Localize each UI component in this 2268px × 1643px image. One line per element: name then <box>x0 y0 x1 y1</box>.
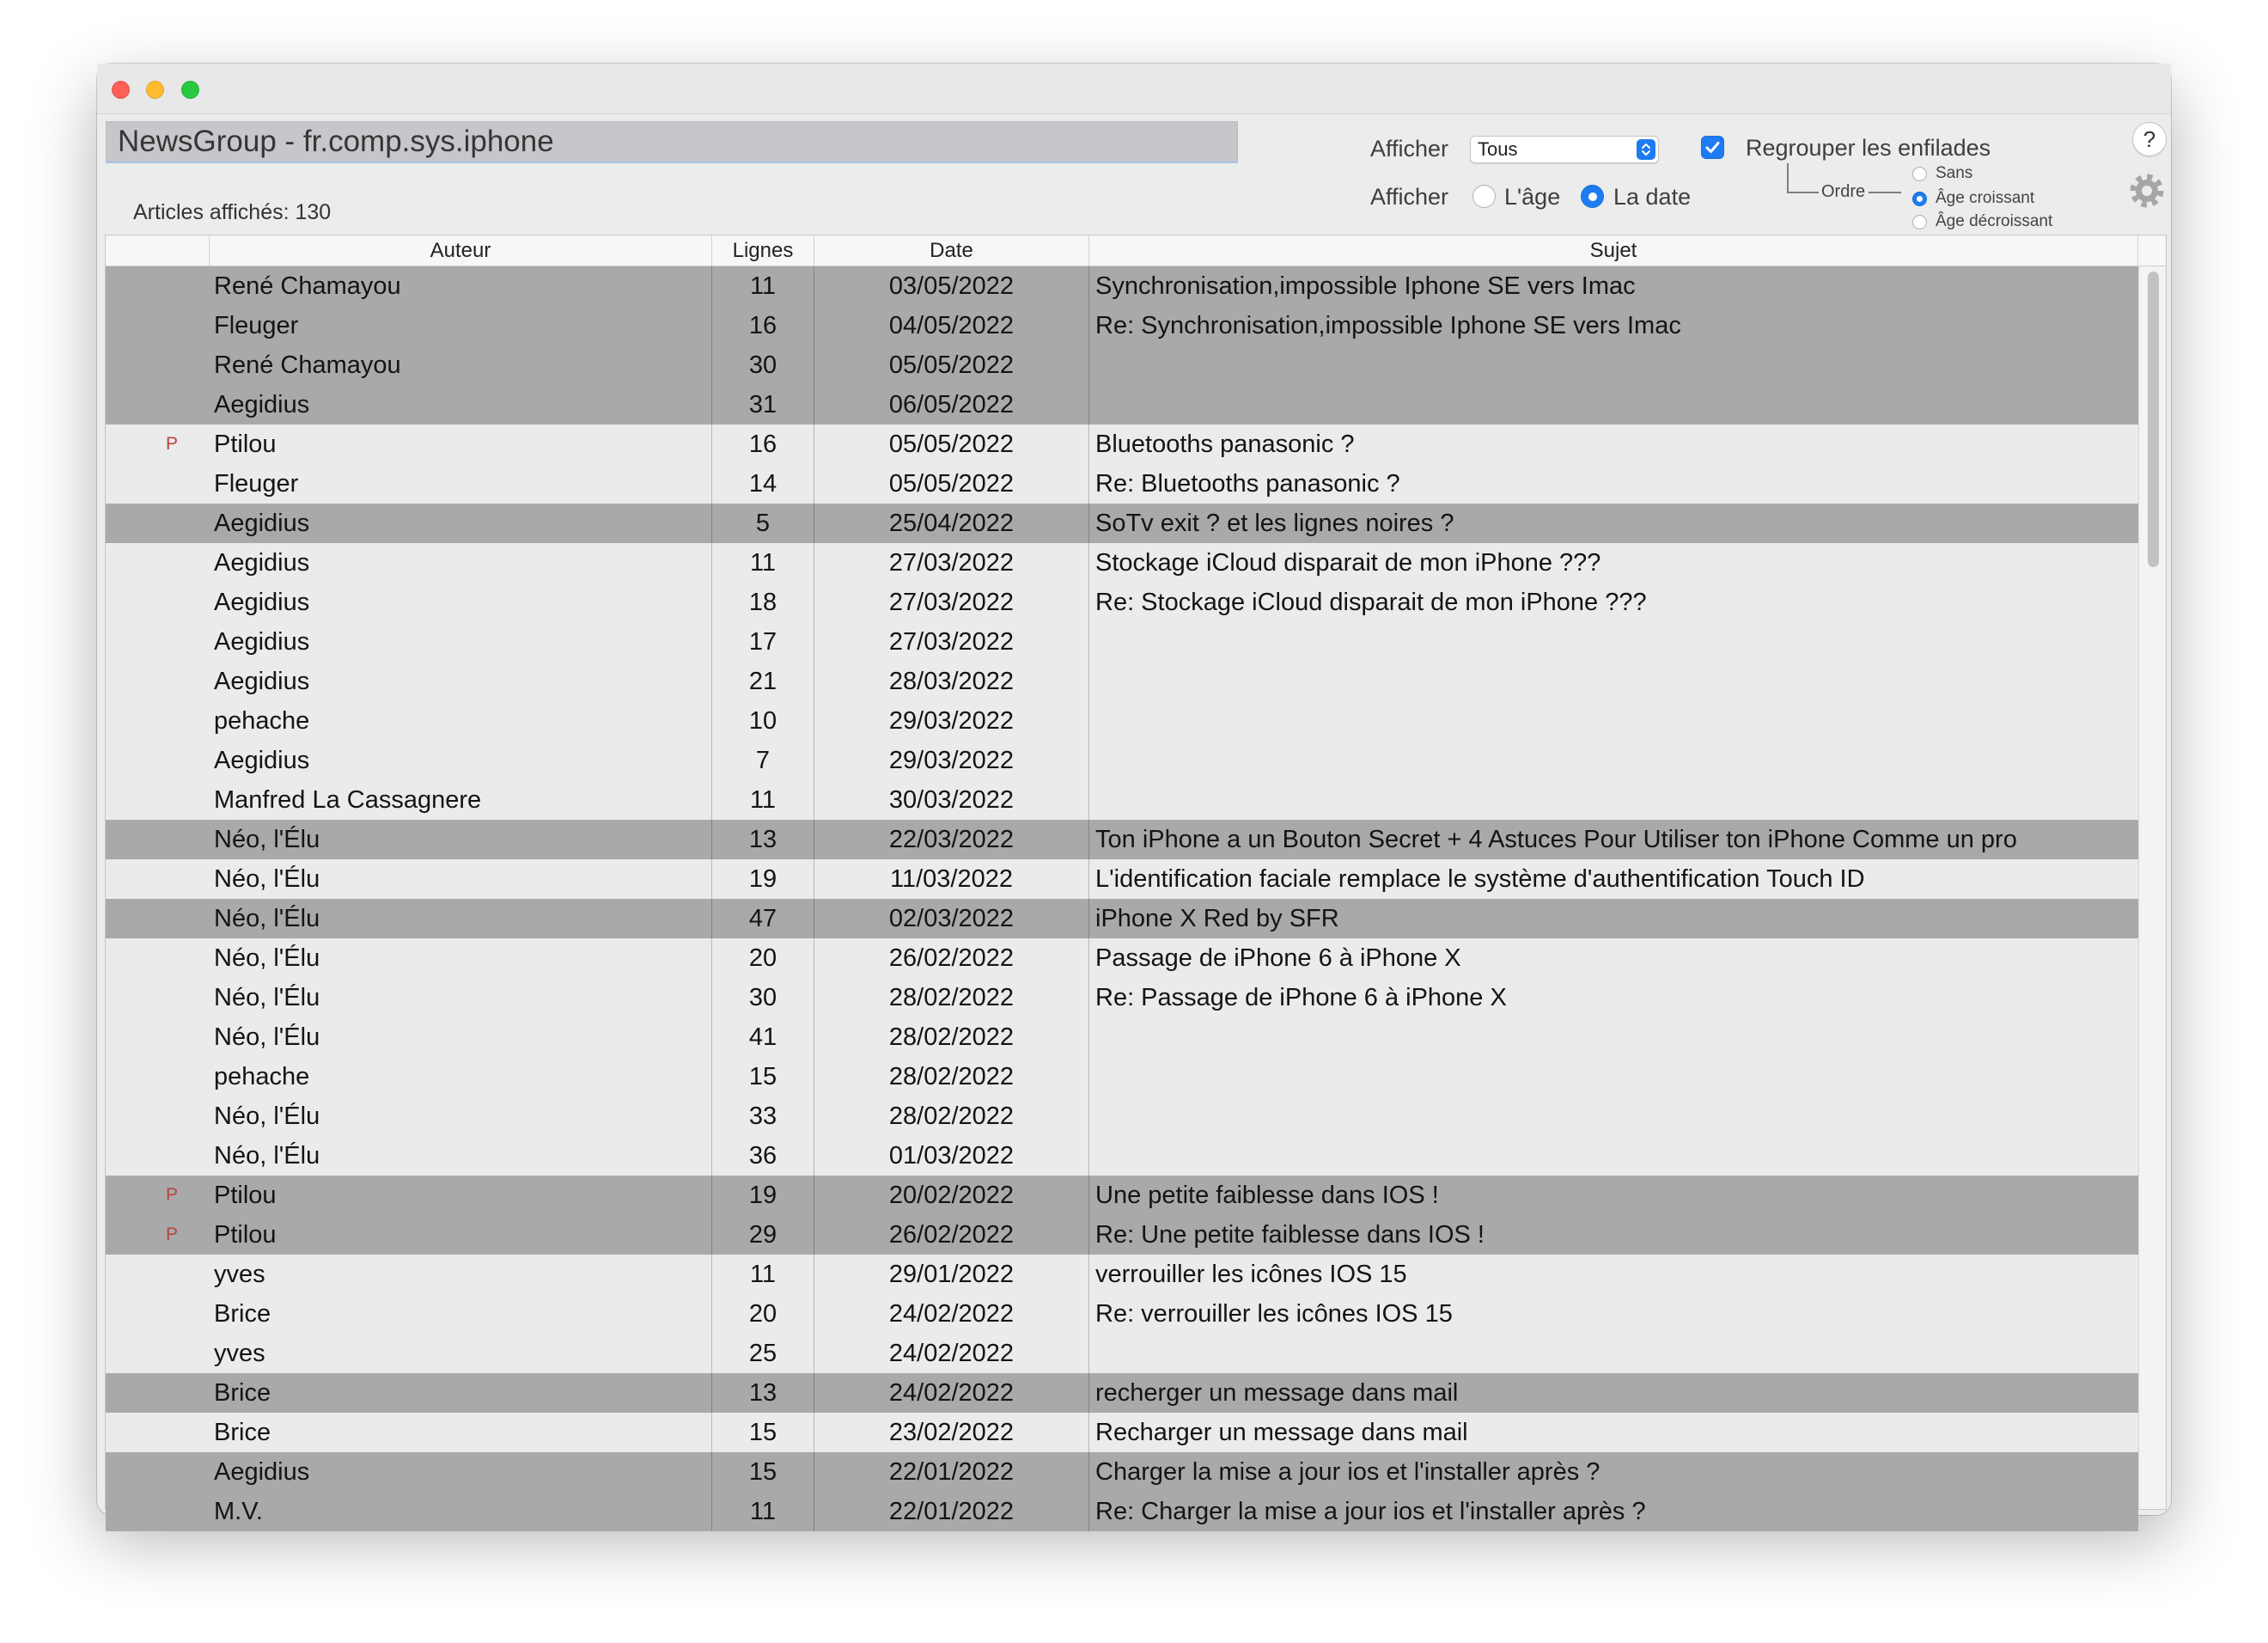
cell-date: 29/03/2022 <box>814 701 1089 741</box>
cell-author: Aegidius <box>210 741 712 780</box>
cell-date: 02/03/2022 <box>814 899 1089 938</box>
table-row[interactable] <box>106 780 2138 820</box>
cell-lines: 36 <box>712 1136 814 1176</box>
chevron-up-down-icon <box>1637 139 1655 160</box>
cell-flag <box>106 1057 210 1096</box>
cell-flag <box>106 1334 210 1373</box>
cell-lines: 41 <box>712 1017 814 1057</box>
cell-flag <box>106 1255 210 1294</box>
cell-lines: 25 <box>712 1334 814 1373</box>
cell-date: 22/01/2022 <box>814 1452 1089 1492</box>
articles-count: Articles affichés: 130 <box>133 200 332 224</box>
table-rows <box>106 266 2138 1531</box>
cell-subject <box>1089 1057 2138 1096</box>
cell-author: Aegidius <box>210 543 712 583</box>
table-body <box>106 266 2166 1525</box>
cell-flag <box>106 1096 210 1136</box>
cell-author: Aegidius <box>210 385 712 424</box>
table-row[interactable] <box>106 1136 2138 1176</box>
cell-author: Néo, l'Élu <box>210 1017 712 1057</box>
cell-date: 28/03/2022 <box>814 662 1089 701</box>
cell-subject <box>1089 701 2138 741</box>
table-row[interactable] <box>106 385 2138 424</box>
cell-lines: 11 <box>712 543 814 583</box>
cell-date: 26/02/2022 <box>814 938 1089 978</box>
table-row[interactable] <box>106 741 2138 780</box>
cell-flag <box>106 1413 210 1452</box>
scrollbar-thumb[interactable] <box>2148 272 2159 567</box>
cell-date: 24/02/2022 <box>814 1334 1089 1373</box>
cell-subject: iPhone X Red by SFR <box>1095 905 1339 932</box>
filter-popup[interactable] <box>1470 136 1659 163</box>
cell-lines: 31 <box>712 385 814 424</box>
cell-author: Néo, l'Élu <box>210 1136 712 1176</box>
order-connector <box>1869 192 1901 193</box>
cell-flag <box>106 622 210 662</box>
cell-lines: 11 <box>712 266 814 306</box>
cell-lines: 13 <box>712 1373 814 1413</box>
order-radio-ascending[interactable] <box>1912 192 1927 206</box>
cell-flag <box>106 780 210 820</box>
cell-author: Ptilou <box>210 1215 712 1255</box>
cell-author: Néo, l'Élu <box>210 978 712 1017</box>
cell-lines: 19 <box>712 859 814 899</box>
cell-date: 30/03/2022 <box>814 780 1089 820</box>
cell-lines: 18 <box>712 583 814 622</box>
cell-author: Fleuger <box>210 464 712 504</box>
cell-subject: Re: Synchronisation,impossible Iphone SE vers Imac <box>1095 312 1681 339</box>
zoom-button[interactable] <box>181 81 199 99</box>
cell-lines: 13 <box>712 820 814 859</box>
order-label: Ordre <box>1821 182 1866 201</box>
cell-flag <box>106 662 210 701</box>
cell-flag: P <box>166 1185 179 1205</box>
cell-lines: 5 <box>712 504 814 543</box>
table-row[interactable] <box>106 1294 2138 1334</box>
close-button[interactable] <box>112 81 130 99</box>
cell-flag <box>106 464 210 504</box>
table-row[interactable] <box>106 1176 2138 1215</box>
cell-date: 20/02/2022 <box>814 1176 1089 1215</box>
display-mode-label: Afficher <box>1370 184 1449 210</box>
cell-subject: Bluetooths panasonic ? <box>1095 431 1355 458</box>
order-radio-ascending-label[interactable]: Âge croissant <box>1936 189 2035 207</box>
cell-author: René Chamayou <box>210 345 712 385</box>
cell-flag <box>106 385 210 424</box>
cell-subject <box>1089 345 2138 385</box>
table-row[interactable] <box>106 859 2138 899</box>
table-row[interactable] <box>106 899 2138 938</box>
cell-subject <box>1089 1334 2138 1373</box>
cell-author: Ptilou <box>210 424 712 464</box>
cell-flag <box>106 1136 210 1176</box>
cell-date: 22/01/2022 <box>814 1492 1089 1531</box>
cell-lines: 21 <box>712 662 814 701</box>
cell-subject: Une petite faiblesse dans IOS ! <box>1095 1182 1439 1209</box>
table-row[interactable] <box>106 306 2138 345</box>
cell-author: Brice <box>210 1373 712 1413</box>
table-row[interactable] <box>106 543 2138 583</box>
table-row[interactable] <box>106 978 2138 1017</box>
table-row[interactable] <box>106 622 2138 662</box>
table-row[interactable] <box>106 1017 2138 1057</box>
column-header-date[interactable]: Date <box>814 235 1089 266</box>
cell-flag <box>106 820 210 859</box>
order-radio-descending[interactable] <box>1912 215 1927 229</box>
cell-subject: Passage de iPhone 6 à iPhone X <box>1095 944 1461 972</box>
table-row[interactable] <box>106 1215 2138 1255</box>
cell-author: Néo, l'Élu <box>210 938 712 978</box>
radio-age[interactable] <box>1472 185 1496 208</box>
order-radio-none-label[interactable]: Sans <box>1936 164 1973 182</box>
cell-subject: Stockage iCloud disparait de mon iPhone ??? <box>1095 549 1601 577</box>
cell-date: 01/03/2022 <box>814 1136 1089 1176</box>
cell-flag <box>106 504 210 543</box>
cell-author: Néo, l'Élu <box>210 899 712 938</box>
column-header-author[interactable]: Auteur <box>210 235 712 266</box>
cell-lines: 17 <box>712 622 814 662</box>
cell-date: 29/01/2022 <box>814 1255 1089 1294</box>
cell-lines: 30 <box>712 978 814 1017</box>
cell-subject: Re: Passage de iPhone 6 à iPhone X <box>1095 984 1507 1011</box>
cell-flag <box>106 899 210 938</box>
cell-subject: Re: Bluetooths panasonic ? <box>1095 470 1400 498</box>
table-row[interactable] <box>106 662 2138 701</box>
cell-flag: P <box>166 434 179 454</box>
cell-author: Aegidius <box>210 1452 712 1492</box>
order-bracket-vertical <box>1787 163 1789 193</box>
cell-subject: Re: Stockage iCloud disparait de mon iPhone ??? <box>1095 589 1647 616</box>
cell-subject: Re: Charger la mise a jour ios et l'installer après ? <box>1095 1498 1646 1525</box>
cell-lines: 16 <box>712 424 814 464</box>
cell-date: 28/02/2022 <box>814 1096 1089 1136</box>
cell-date: 26/02/2022 <box>814 1215 1089 1255</box>
cell-flag <box>106 701 210 741</box>
cell-lines: 11 <box>712 780 814 820</box>
cell-subject <box>1089 1136 2138 1176</box>
cell-author: Aegidius <box>210 504 712 543</box>
table-row[interactable] <box>106 345 2138 385</box>
cell-lines: 10 <box>712 701 814 741</box>
table-row[interactable] <box>106 583 2138 622</box>
cell-date: 28/02/2022 <box>814 1017 1089 1057</box>
cell-subject <box>1089 385 2138 424</box>
cell-author: René Chamayou <box>210 266 712 306</box>
cell-subject: recherger un message dans mail <box>1095 1379 1459 1407</box>
cell-flag <box>106 938 210 978</box>
cell-subject: verrouiller les icônes IOS 15 <box>1095 1261 1407 1288</box>
cell-lines: 16 <box>712 306 814 345</box>
cell-author: Brice <box>210 1294 712 1334</box>
cell-author: Aegidius <box>210 662 712 701</box>
cell-date: 04/05/2022 <box>814 306 1089 345</box>
checkmark-icon <box>1702 137 1723 158</box>
cell-subject: Re: verrouiller les icônes IOS 15 <box>1095 1300 1453 1328</box>
cell-subject <box>1089 1017 2138 1057</box>
cell-lines: 47 <box>712 899 814 938</box>
cell-date: 05/05/2022 <box>814 464 1089 504</box>
cell-date: 11/03/2022 <box>814 859 1089 899</box>
cell-date: 25/04/2022 <box>814 504 1089 543</box>
settings-button[interactable] <box>2128 172 2166 210</box>
cell-date: 27/03/2022 <box>814 583 1089 622</box>
cell-date: 24/02/2022 <box>814 1294 1089 1334</box>
cell-date: 22/03/2022 <box>814 820 1089 859</box>
cell-date: 29/03/2022 <box>814 741 1089 780</box>
table-row[interactable] <box>106 820 2138 859</box>
cell-author: Manfred La Cassagnere <box>210 780 712 820</box>
cell-subject <box>1089 780 2138 820</box>
radio-date[interactable] <box>1581 185 1604 208</box>
cell-date: 27/03/2022 <box>814 622 1089 662</box>
cell-subject: Re: Une petite faiblesse dans IOS ! <box>1095 1221 1485 1249</box>
cell-author: Néo, l'Élu <box>210 820 712 859</box>
cell-author: Néo, l'Élu <box>210 859 712 899</box>
cell-subject <box>1089 622 2138 662</box>
cell-lines: 20 <box>712 1294 814 1334</box>
cell-flag <box>106 1452 210 1492</box>
cell-flag <box>106 741 210 780</box>
table-row[interactable] <box>106 504 2138 543</box>
order-bracket-horizontal <box>1787 192 1819 193</box>
cell-subject: Recharger un message dans mail <box>1095 1419 1468 1446</box>
table-row[interactable] <box>106 1413 2138 1452</box>
group-threads-label[interactable]: Regrouper les enfilades <box>1746 135 1991 161</box>
cell-flag <box>106 1492 210 1531</box>
cell-flag <box>106 543 210 583</box>
articles-table <box>106 235 2166 1525</box>
cell-lines: 15 <box>712 1057 814 1096</box>
cell-author: yves <box>210 1255 712 1294</box>
newsgroup-title-field[interactable]: NewsGroup - fr.comp.sys.iphone <box>106 121 1238 163</box>
cell-lines: 14 <box>712 464 814 504</box>
cell-flag <box>106 583 210 622</box>
gear-icon <box>2128 172 2166 210</box>
cell-date: 06/05/2022 <box>814 385 1089 424</box>
table-row[interactable] <box>106 1096 2138 1136</box>
column-header-subject[interactable]: Sujet <box>1089 235 2138 266</box>
cell-flag <box>106 266 210 306</box>
cell-subject <box>1089 741 2138 780</box>
cell-date: 05/05/2022 <box>814 424 1089 464</box>
radio-date-label[interactable]: La date <box>1613 184 1692 210</box>
table-row[interactable] <box>106 464 2138 504</box>
cell-author: yves <box>210 1334 712 1373</box>
cell-flag <box>106 306 210 345</box>
table-row[interactable] <box>106 266 2138 306</box>
cell-flag <box>106 1294 210 1334</box>
cell-author: Aegidius <box>210 622 712 662</box>
cell-date: 05/05/2022 <box>814 345 1089 385</box>
cell-lines: 15 <box>712 1452 814 1492</box>
cell-lines: 19 <box>712 1176 814 1215</box>
cell-subject <box>1089 662 2138 701</box>
cell-subject: Ton iPhone a un Bouton Secret + 4 Astuces Pour Utiliser ton iPhone Comme un pro <box>1095 826 2017 853</box>
cell-author: Brice <box>210 1413 712 1452</box>
table-row[interactable] <box>106 1452 2138 1492</box>
cell-lines: 29 <box>712 1215 814 1255</box>
cell-lines: 11 <box>712 1255 814 1294</box>
cell-date: 27/03/2022 <box>814 543 1089 583</box>
table-row[interactable] <box>106 1334 2138 1373</box>
table-row[interactable] <box>106 424 2138 464</box>
cell-author: Fleuger <box>210 306 712 345</box>
cell-author: Aegidius <box>210 583 712 622</box>
table-row[interactable] <box>106 1057 2138 1096</box>
cell-date: 28/02/2022 <box>814 1057 1089 1096</box>
cell-date: 23/02/2022 <box>814 1413 1089 1452</box>
group-threads-checkbox[interactable] <box>1701 136 1724 159</box>
help-button[interactable] <box>2132 122 2167 156</box>
table-header <box>106 235 2166 266</box>
minimize-button[interactable] <box>146 81 164 99</box>
cell-author: M.V. <box>210 1492 712 1531</box>
filter-label: Afficher <box>1370 136 1449 162</box>
radio-age-label[interactable]: L'âge <box>1504 184 1561 210</box>
cell-flag <box>106 345 210 385</box>
cell-flag <box>106 859 210 899</box>
cell-lines: 11 <box>712 1492 814 1531</box>
cell-lines: 33 <box>712 1096 814 1136</box>
order-radio-descending-label[interactable]: Âge décroissant <box>1936 212 2053 230</box>
cell-subject: Synchronisation,impossible Iphone SE vers Imac <box>1095 272 1636 300</box>
cell-author: pehache <box>210 1057 712 1096</box>
cell-lines: 30 <box>712 345 814 385</box>
table-row[interactable] <box>106 938 2138 978</box>
cell-date: 24/02/2022 <box>814 1373 1089 1413</box>
cell-flag <box>106 1017 210 1057</box>
cell-flag <box>106 978 210 1017</box>
table-row[interactable] <box>106 701 2138 741</box>
order-radio-none[interactable] <box>1912 167 1927 181</box>
vertical-scrollbar[interactable] <box>2138 266 2166 1509</box>
cell-date: 03/05/2022 <box>814 266 1089 306</box>
cell-date: 28/02/2022 <box>814 978 1089 1017</box>
cell-author: Ptilou <box>210 1176 712 1215</box>
cell-author: pehache <box>210 701 712 741</box>
table-row[interactable] <box>106 1373 2138 1413</box>
column-header-lines[interactable]: Lignes <box>712 235 814 266</box>
cell-lines: 15 <box>712 1413 814 1452</box>
cell-lines: 20 <box>712 938 814 978</box>
title-bar <box>97 64 2171 114</box>
cell-author: Néo, l'Élu <box>210 1096 712 1136</box>
column-header-flag[interactable] <box>106 235 210 266</box>
cell-flag <box>106 1373 210 1413</box>
cell-subject <box>1089 1096 2138 1136</box>
newsgroup-window <box>97 64 2171 1525</box>
cell-subject: SoTv exit ? et les lignes noires ? <box>1095 510 1454 537</box>
help-icon: ? <box>2143 126 2156 152</box>
cell-subject: L'identification faciale remplace le système d'authentification Touch ID <box>1095 865 1865 893</box>
cell-subject: Charger la mise a jour ios et l'installer après ? <box>1095 1458 1600 1486</box>
cell-lines: 7 <box>712 741 814 780</box>
column-header-corner <box>2138 235 2166 266</box>
cell-flag: P <box>166 1225 179 1244</box>
table-row[interactable] <box>106 1255 2138 1294</box>
table-row[interactable] <box>106 1492 2138 1531</box>
filter-popup-value: Tous <box>1478 138 1518 160</box>
